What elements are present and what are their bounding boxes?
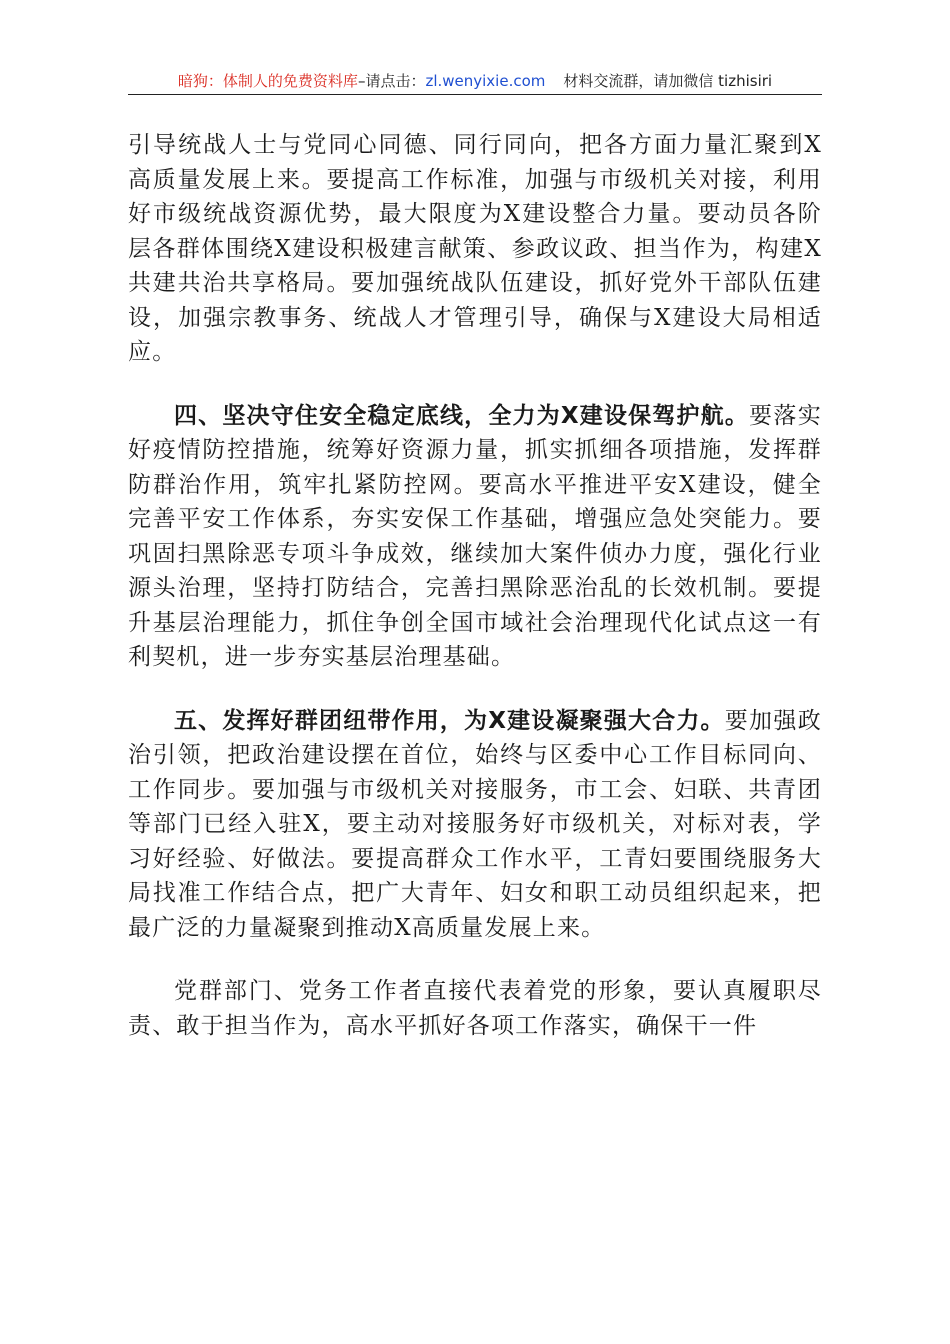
header-prompt: –请点击： bbox=[357, 72, 426, 90]
paragraph-section-four bbox=[128, 399, 822, 675]
paragraph-continuation bbox=[128, 128, 822, 370]
paragraph-text: 要落实好疫情防控措施，统筹好资源力量，抓实抓细各项措施，发挥群防群治作用，筑牢扎紧防控网。要高水平推进平安X建设，健全完善平安工作体系，夯实安保工作基础，增强应急处突能力。要巩固扫黑除恶专项斗争成效，继续加大案件侦办力度，强化行业源头治理，坚持打防结合，完善扫黑除恶治乱的长效机制。要提升基层治理能力，抓住争创全国市域社会治理现代化试点这一有利契机，进一步夯实基层治理基础。 bbox=[128, 402, 822, 670]
header-wechat-note: 材料交流群，请加微信 tizhisiri bbox=[563, 72, 773, 90]
paragraph-closing bbox=[128, 974, 822, 1043]
header-brand: 暗狗：体制人的免费资料库 bbox=[177, 72, 358, 90]
paragraph-text: 要加强政治引领，把政治建设摆在首位，始终与区委中心工作目标同向、工作同步。要加强与市级机关对接服务，市工会、妇联、共青团等部门已经入驻X，要主动对接服务好市级机关，对标对表，学习好经验、好做法。要提高群众工作水平，工青妇要围绕服务大局找准工作结合点，把广大青年、妇女和职工动员组织起来，把最广泛的力量凝聚到推动X高质量发展上来。 bbox=[128, 707, 823, 941]
paragraph-text: 引导统战人士与党同心同德、同行同向，把各方面力量汇聚到X高质量发展上来。要提高工作标准，加强与市级机关对接，利用好市级统战资源优势，最大限度为X建设整合力量。要动员各阶层各群体围绕X建设积极建言献策、参政议政、担当作为，构建X共建共治共享格局。要加强统战队伍建设，抓好党外干部队伍建设，加强宗教事务、统战人才管理引导，确保与X建设大局相适应。 bbox=[128, 132, 822, 365]
section-heading-five: 五、发挥好群团纽带作用，为X建设凝聚强大合力。 bbox=[174, 707, 725, 734]
paragraph-text: 党群部门、党务工作者直接代表着党的形象，要认真履职尽责、敢于担当作为，高水平抓好各项工作落实，确保干一件 bbox=[128, 978, 822, 1039]
header-link[interactable]: zl.wenyixie.com bbox=[425, 72, 546, 90]
paragraph-section-five bbox=[128, 704, 822, 946]
document-body bbox=[128, 128, 822, 1043]
page-header bbox=[128, 68, 822, 95]
section-heading-four: 四、坚决守住安全稳定底线，全力为X建设保驾护航。 bbox=[174, 402, 750, 429]
